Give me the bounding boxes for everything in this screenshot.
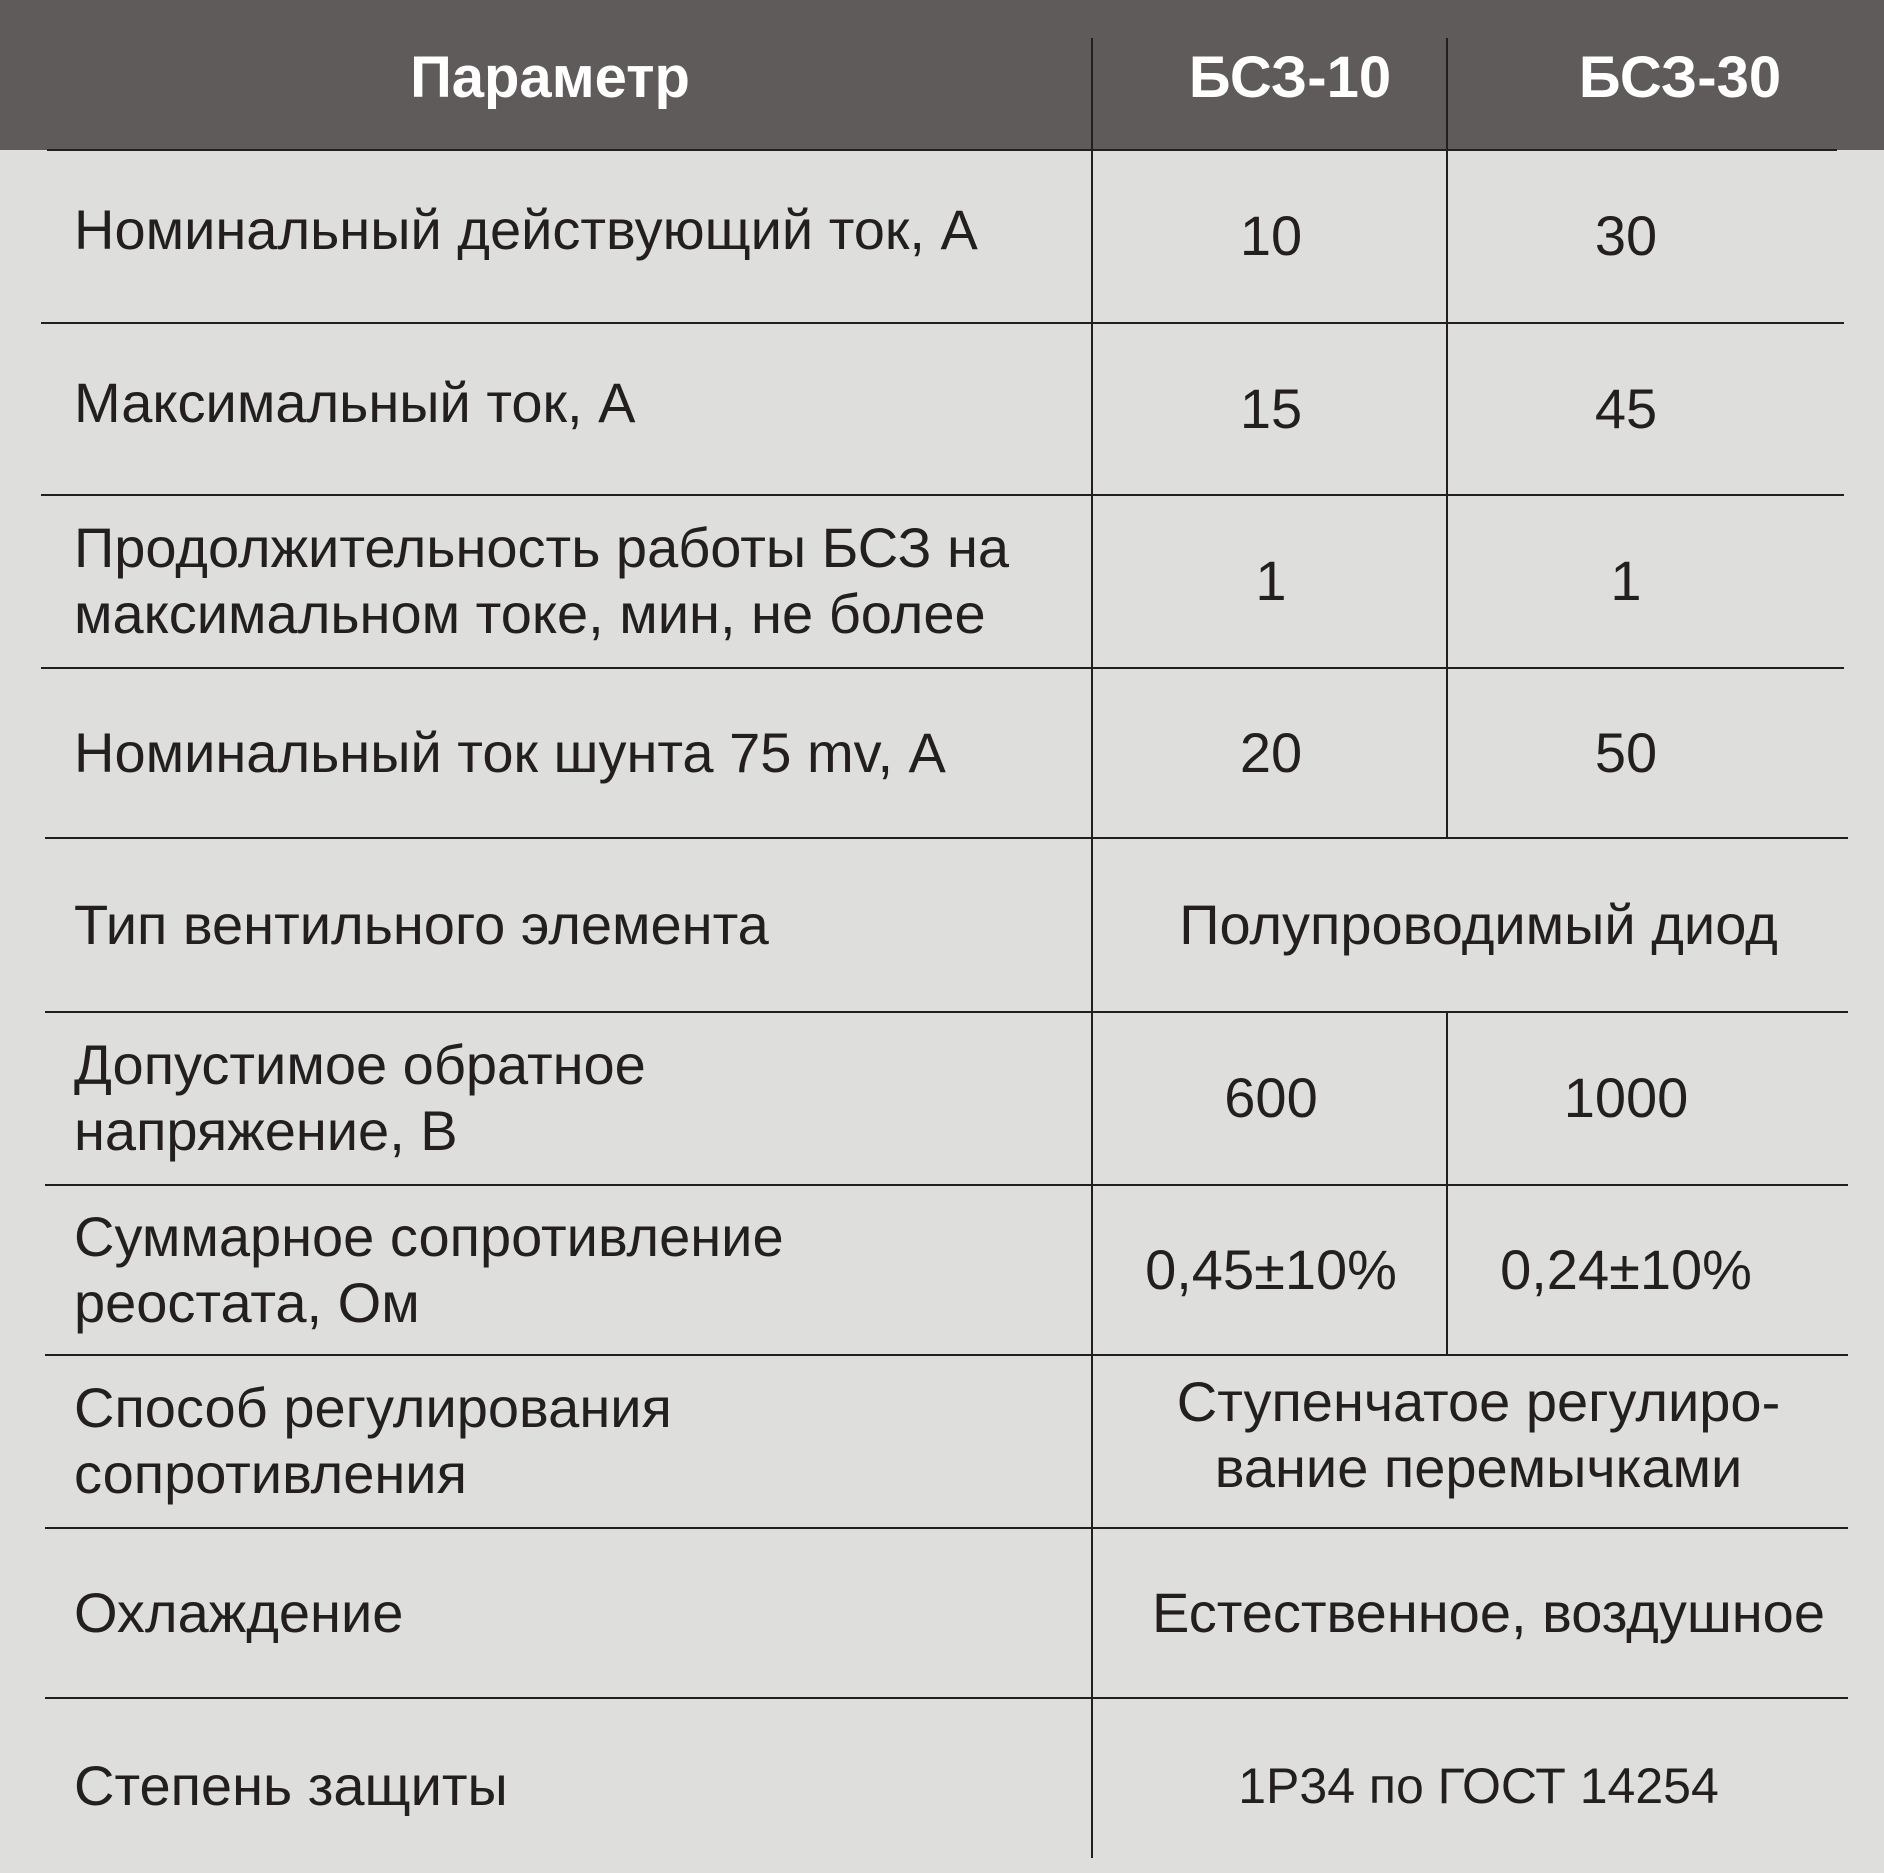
- row-7-value-2: 0,24±10%: [1500, 1237, 1752, 1301]
- row-6-value-1: 600: [1224, 1066, 1318, 1129]
- row-3-value-2: 1: [1610, 549, 1642, 612]
- row-10-parameter: Степень защиты: [74, 1753, 508, 1817]
- row-1-value-2: 30: [1594, 204, 1658, 267]
- row-2-parameter: [74, 323, 1084, 494]
- row-5-value-text: Полупроводимый диод: [1179, 892, 1778, 956]
- header-model-2: БСЗ-30: [1578, 45, 1782, 110]
- row-4-value-2: 50: [1594, 720, 1658, 784]
- row-4-value-1: 20: [1239, 720, 1303, 784]
- row-8-value: [1093, 1355, 1884, 1527]
- row-3-parameter-text: Продолжительность работы БСЗ на максимальном токе, мин, не более: [74, 516, 1010, 645]
- row-7-parameter: Суммарное сопротивление реостата, Ом: [74, 1204, 784, 1334]
- row-9-value: Естественное, воздушное: [1152, 1580, 1825, 1644]
- row-7-value-1: 0,45±10%: [1145, 1237, 1397, 1301]
- row-2-parameter-text: Максимальный ток, А: [74, 370, 636, 434]
- header-parameter: Параметр: [410, 45, 690, 110]
- row-1-parameter-text: Номинальный действующий ток, А: [74, 198, 978, 261]
- row-9-parameter: Охлаждение: [74, 1580, 404, 1644]
- row-10-value-text: 1Р34 по ГОСТ 14254: [1238, 1757, 1719, 1814]
- row-6-parameter: Допустимое обратное напряжение, В: [74, 1033, 646, 1162]
- row-10-value: [1093, 1698, 1884, 1873]
- row-4-parameter: Номинальный ток шунта 75 mv, А: [74, 720, 946, 784]
- row-2-value-2: 45: [1594, 376, 1658, 440]
- row-8-parameter: Способ регулирования сопротивления: [74, 1376, 672, 1505]
- row-1-parameter: [74, 150, 1084, 322]
- row-5-parameter: Тип вентильного элемента: [74, 892, 769, 956]
- row-8-value-text: Ступенчатое регулиро-вание перемычками: [1176, 1370, 1781, 1499]
- row-5-value: [1093, 838, 1884, 1011]
- row-6-value-2: 1000: [1563, 1066, 1689, 1129]
- row-3-value-1: 1: [1255, 549, 1287, 612]
- row-3-parameter: [74, 495, 1084, 667]
- row-2-value-1: 15: [1239, 376, 1303, 440]
- row-1-value-1: 10: [1239, 204, 1303, 267]
- header-model-1: БСЗ-10: [1188, 45, 1392, 110]
